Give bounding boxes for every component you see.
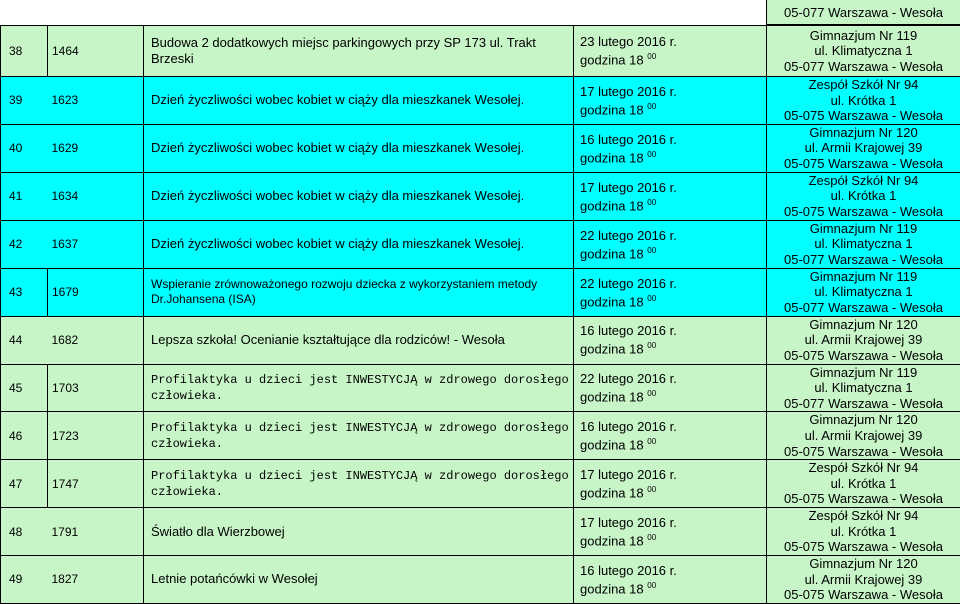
row-title: Profilaktyka u dzieci jest INWESTYCJĄ w zdrowego dorosłego człowieka. xyxy=(144,460,574,508)
row-title: Dzień życzliwości wobec kobiet w ciąży dla mieszkanek Wesołej. xyxy=(144,124,574,172)
row-id: 1747 xyxy=(48,460,144,508)
hour-label: godzina 18 xyxy=(580,485,644,500)
hour-label: godzina 18 xyxy=(580,294,644,309)
place-line: 05-075 Warszawa - Wesoła xyxy=(767,204,960,220)
place-line: 05-075 Warszawa - Wesoła xyxy=(767,491,960,507)
table-row xyxy=(1,412,960,460)
row-date xyxy=(574,220,767,268)
row-number: 45 xyxy=(1,364,48,412)
table-row xyxy=(1,77,960,125)
row-title: Dzień życzliwości wobec kobiet w ciąży dla mieszkanek Wesołej. xyxy=(144,77,574,125)
date-text: 17 lutego 2016 r. xyxy=(580,467,766,482)
row-date xyxy=(574,268,767,316)
row-number: 48 xyxy=(1,508,48,556)
table-row xyxy=(1,364,960,412)
date-text: 22 lutego 2016 r. xyxy=(580,371,766,386)
hour-label: godzina 18 xyxy=(580,581,644,596)
table-row xyxy=(1,220,960,268)
hour-text xyxy=(580,243,766,261)
hour-label: godzina 18 xyxy=(580,342,644,357)
row-id: 1679 xyxy=(48,268,144,316)
table-row xyxy=(1,268,960,316)
date-text: 17 lutego 2016 r. xyxy=(580,515,766,530)
hour-minutes: 00 xyxy=(647,485,656,494)
row-title: Profilaktyka u dzieci jest INWESTYCJĄ w zdrowego dorosłego człowieka. xyxy=(144,364,574,412)
row-place xyxy=(767,555,960,603)
hour-label: godzina 18 xyxy=(580,150,644,165)
hour-minutes: 00 xyxy=(647,341,656,350)
place-line: Gimnazjum Nr 119 xyxy=(767,28,960,44)
row-id: 1623 xyxy=(48,77,144,125)
place-line: 05-077 Warszawa - Wesoła xyxy=(767,396,960,412)
hour-label: godzina 18 xyxy=(580,437,644,452)
row-place xyxy=(767,460,960,508)
row-id: 1791 xyxy=(48,508,144,556)
row-place xyxy=(767,316,960,364)
date-text: 22 lutego 2016 r. xyxy=(580,228,766,243)
row-id: 1637 xyxy=(48,220,144,268)
place-line: Gimnazjum Nr 119 xyxy=(767,365,960,381)
events-table xyxy=(0,25,960,604)
hour-text xyxy=(580,49,766,67)
top-place-cell: 05-077 Warszawa - Wesoła xyxy=(766,0,960,25)
date-text: 17 lutego 2016 r. xyxy=(580,84,766,99)
hour-label: godzina 18 xyxy=(580,533,644,548)
hour-minutes: 00 xyxy=(647,389,656,398)
row-title: Profilaktyka u dzieci jest INWESTYCJĄ w zdrowego dorosłego człowieka. xyxy=(144,412,574,460)
row-number: 38 xyxy=(1,26,48,77)
hour-label: godzina 18 xyxy=(580,102,644,117)
place-line: ul. Krótka 1 xyxy=(767,476,960,492)
date-text: 16 lutego 2016 r. xyxy=(580,419,766,434)
place-line: Zespół Szkół Nr 94 xyxy=(767,173,960,189)
table-row xyxy=(1,555,960,603)
table-row xyxy=(1,460,960,508)
place-line: 05-077 Warszawa - Wesoła xyxy=(767,59,960,75)
row-date xyxy=(574,316,767,364)
place-line: ul. Krótka 1 xyxy=(767,93,960,109)
place-line: 05-077 Warszawa - Wesoła xyxy=(767,300,960,316)
date-text: 16 lutego 2016 r. xyxy=(580,563,766,578)
place-line: ul. Armii Krajowej 39 xyxy=(767,428,960,444)
table-row xyxy=(1,508,960,556)
hour-text xyxy=(580,338,766,356)
row-title: Lepsza szkoła! Ocenianie kształtujące dla rodziców! - Wesoła xyxy=(144,316,574,364)
row-title: Dzień życzliwości wobec kobiet w ciąży dla mieszkanek Wesołej. xyxy=(144,172,574,220)
row-place xyxy=(767,508,960,556)
hour-text xyxy=(580,578,766,596)
row-date xyxy=(574,555,767,603)
row-number: 47 xyxy=(1,460,48,508)
place-line: ul. Klimatyczna 1 xyxy=(767,43,960,59)
place-line: 05-075 Warszawa - Wesoła xyxy=(767,539,960,555)
hour-text xyxy=(580,147,766,165)
place-line: 05-077 Warszawa - Wesoła xyxy=(767,252,960,268)
hour-text xyxy=(580,99,766,117)
row-id: 1827 xyxy=(48,555,144,603)
date-text: 16 lutego 2016 r. xyxy=(580,323,766,338)
table-row xyxy=(1,172,960,220)
row-id: 1634 xyxy=(48,172,144,220)
place-line: ul. Klimatyczna 1 xyxy=(767,284,960,300)
hour-minutes: 00 xyxy=(647,294,656,303)
row-number: 43 xyxy=(1,268,48,316)
date-text: 22 lutego 2016 r. xyxy=(580,276,766,291)
place-line: Zespół Szkół Nr 94 xyxy=(767,508,960,524)
hour-label: godzina 18 xyxy=(580,198,644,213)
row-place xyxy=(767,77,960,125)
row-place xyxy=(767,220,960,268)
hour-minutes: 00 xyxy=(647,102,656,111)
row-number: 41 xyxy=(1,172,48,220)
place-line: Gimnazjum Nr 119 xyxy=(767,221,960,237)
row-date xyxy=(574,124,767,172)
row-id: 1464 xyxy=(48,26,144,77)
hour-minutes: 00 xyxy=(647,52,656,61)
row-place xyxy=(767,124,960,172)
row-number: 42 xyxy=(1,220,48,268)
hour-text xyxy=(580,434,766,452)
hour-text xyxy=(580,291,766,309)
place-line: ul. Klimatyczna 1 xyxy=(767,236,960,252)
row-number: 49 xyxy=(1,555,48,603)
place-line: 05-075 Warszawa - Wesoła xyxy=(767,108,960,124)
date-text: 16 lutego 2016 r. xyxy=(580,132,766,147)
place-line: ul. Krótka 1 xyxy=(767,188,960,204)
place-line: Gimnazjum Nr 120 xyxy=(767,125,960,141)
place-line: Gimnazjum Nr 120 xyxy=(767,412,960,428)
row-number: 39 xyxy=(1,77,48,125)
row-title: Dzień życzliwości wobec kobiet w ciąży dla mieszkanek Wesołej. xyxy=(144,220,574,268)
hour-text xyxy=(580,195,766,213)
row-number: 40 xyxy=(1,124,48,172)
row-place xyxy=(767,26,960,77)
row-title: Wspieranie zrównoważonego rozwoju dziecka z wykorzystaniem metody Dr.Johansena (ISA) xyxy=(144,268,574,316)
row-id: 1723 xyxy=(48,412,144,460)
date-text: 17 lutego 2016 r. xyxy=(580,180,766,195)
hour-label: godzina 18 xyxy=(580,53,644,68)
row-place xyxy=(767,172,960,220)
row-id: 1629 xyxy=(48,124,144,172)
row-date xyxy=(574,77,767,125)
row-date xyxy=(574,508,767,556)
place-line: 05-075 Warszawa - Wesoła xyxy=(767,156,960,172)
hour-minutes: 00 xyxy=(647,437,656,446)
row-date xyxy=(574,412,767,460)
row-number: 44 xyxy=(1,316,48,364)
table-row xyxy=(1,26,960,77)
row-date xyxy=(574,26,767,77)
place-line: ul. Klimatyczna 1 xyxy=(767,380,960,396)
place-line: ul. Krótka 1 xyxy=(767,524,960,540)
hour-text xyxy=(580,530,766,548)
place-line: Zespół Szkół Nr 94 xyxy=(767,77,960,93)
table-row xyxy=(1,316,960,364)
place-line: Zespół Szkół Nr 94 xyxy=(767,460,960,476)
table-row xyxy=(1,124,960,172)
hour-minutes: 00 xyxy=(647,533,656,542)
row-title: Letnie potańcówki w Wesołej xyxy=(144,555,574,603)
row-id: 1703 xyxy=(48,364,144,412)
row-date xyxy=(574,364,767,412)
row-title: Budowa 2 dodatkowych miejsc parkingowych przy SP 173 ul. Trakt Brzeski xyxy=(144,26,574,77)
row-place xyxy=(767,364,960,412)
hour-text xyxy=(580,386,766,404)
hour-minutes: 00 xyxy=(647,581,656,590)
place-line: Gimnazjum Nr 119 xyxy=(767,269,960,285)
place-line: 05-075 Warszawa - Wesoła xyxy=(767,444,960,460)
row-number: 46 xyxy=(1,412,48,460)
row-date xyxy=(574,172,767,220)
hour-label: godzina 18 xyxy=(580,390,644,405)
date-text: 23 lutego 2016 r. xyxy=(580,34,766,49)
row-date xyxy=(574,460,767,508)
row-place xyxy=(767,412,960,460)
place-line: ul. Armii Krajowej 39 xyxy=(767,332,960,348)
row-place xyxy=(767,268,960,316)
hour-minutes: 00 xyxy=(647,246,656,255)
place-line: ul. Armii Krajowej 39 xyxy=(767,572,960,588)
hour-minutes: 00 xyxy=(647,150,656,159)
place-line: Gimnazjum Nr 120 xyxy=(767,556,960,572)
place-line: 05-075 Warszawa - Wesoła xyxy=(767,587,960,603)
hour-text xyxy=(580,482,766,500)
row-title: Światło dla Wierzbowej xyxy=(144,508,574,556)
place-line: Gimnazjum Nr 120 xyxy=(767,317,960,333)
place-line: ul. Armii Krajowej 39 xyxy=(767,140,960,156)
row-id: 1682 xyxy=(48,316,144,364)
place-line: 05-075 Warszawa - Wesoła xyxy=(767,348,960,364)
hour-label: godzina 18 xyxy=(580,246,644,261)
hour-minutes: 00 xyxy=(647,198,656,207)
